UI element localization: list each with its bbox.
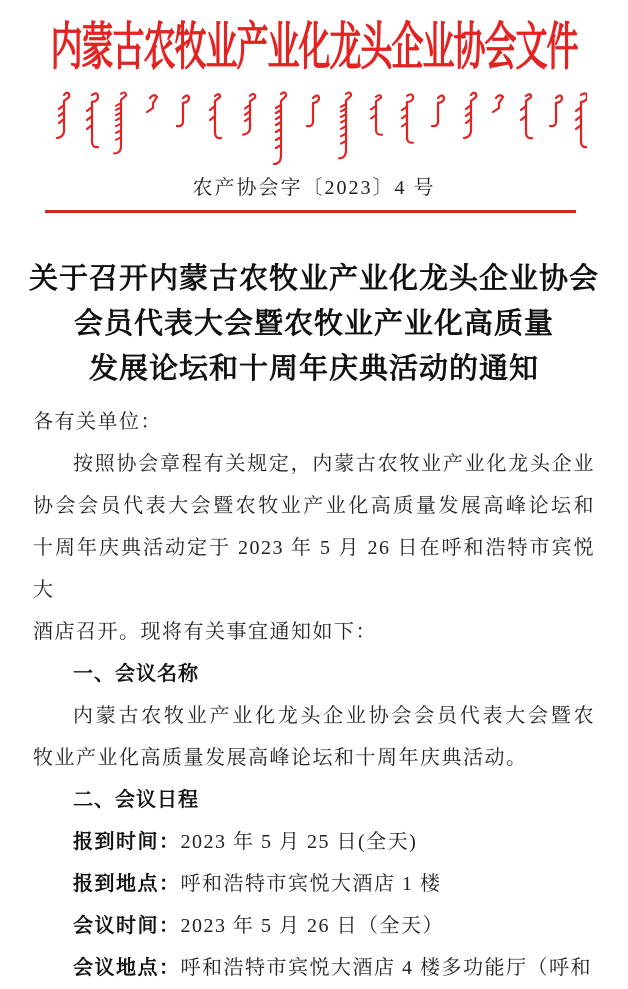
letterhead [0,0,628,82]
intro-line-2: 协会会员代表大会暨农牧业产业化高质量发展高峰论坛和 [33,495,595,517]
section-1-line-2: 牧业产业化高质量发展高峰论坛和十周年庆典活动。 [33,747,528,769]
notice-title-line-2: 会员代表大会暨农牧业产业化高质量 [73,308,554,340]
doc-number: 农产协会字〔2023〕4 号 [192,177,436,199]
red-divider-line [45,210,576,213]
intro-line-3: 十周年庆典活动定于 2023 年 5 月 26 日在呼和浩特市宾悦大 [33,537,595,601]
schedule-value: 2023 年 5 月 25 日(全天) [180,831,418,853]
schedule-item-meeting-place [33,947,595,989]
schedule-value: 呼和浩特市宾悦大酒店 4 楼多功能厅（呼和 [180,957,592,979]
intro-line-4: 酒店召开。现将有关事宜通知如下： [33,621,377,643]
notice-title [0,257,628,392]
schedule-label: 报到地点： [73,873,181,895]
mongolian-script-glyphs [42,86,587,170]
schedule-item-meeting-time [33,905,595,947]
org-header-title: 内蒙古农牧业产业化龙头企业协会文件 [50,17,578,76]
section-2-heading: 二、会议日程 [73,789,199,811]
intro-line-1: 按照协会章程有关规定，内蒙古农牧业产业化龙头企业 [73,453,595,475]
schedule-item-checkin-time [33,821,595,863]
notice-title-line-1: 关于召开内蒙古农牧业产业化龙头企业协会 [28,263,599,295]
schedule-label: 报到时间： [73,831,181,853]
salutation: 各有关单位： [33,411,162,433]
schedule-label: 会议时间： [73,915,181,937]
schedule-label: 会议地点： [73,957,181,979]
notice-title-line-3: 发展论坛和十周年庆典活动的通知 [88,353,539,385]
schedule-item-checkin-place [33,863,595,905]
section-1-heading: 一、会议名称 [73,663,199,685]
document-body [33,401,595,989]
schedule-value: 呼和浩特市宾悦大酒店 1 楼 [180,873,442,895]
schedule-value: 2023 年 5 月 26 日（全天） [180,915,444,937]
section-1-line-1: 内蒙古农牧业产业化龙头企业协会会员代表大会暨农 [73,705,595,727]
mongolian-script-band [42,86,628,170]
